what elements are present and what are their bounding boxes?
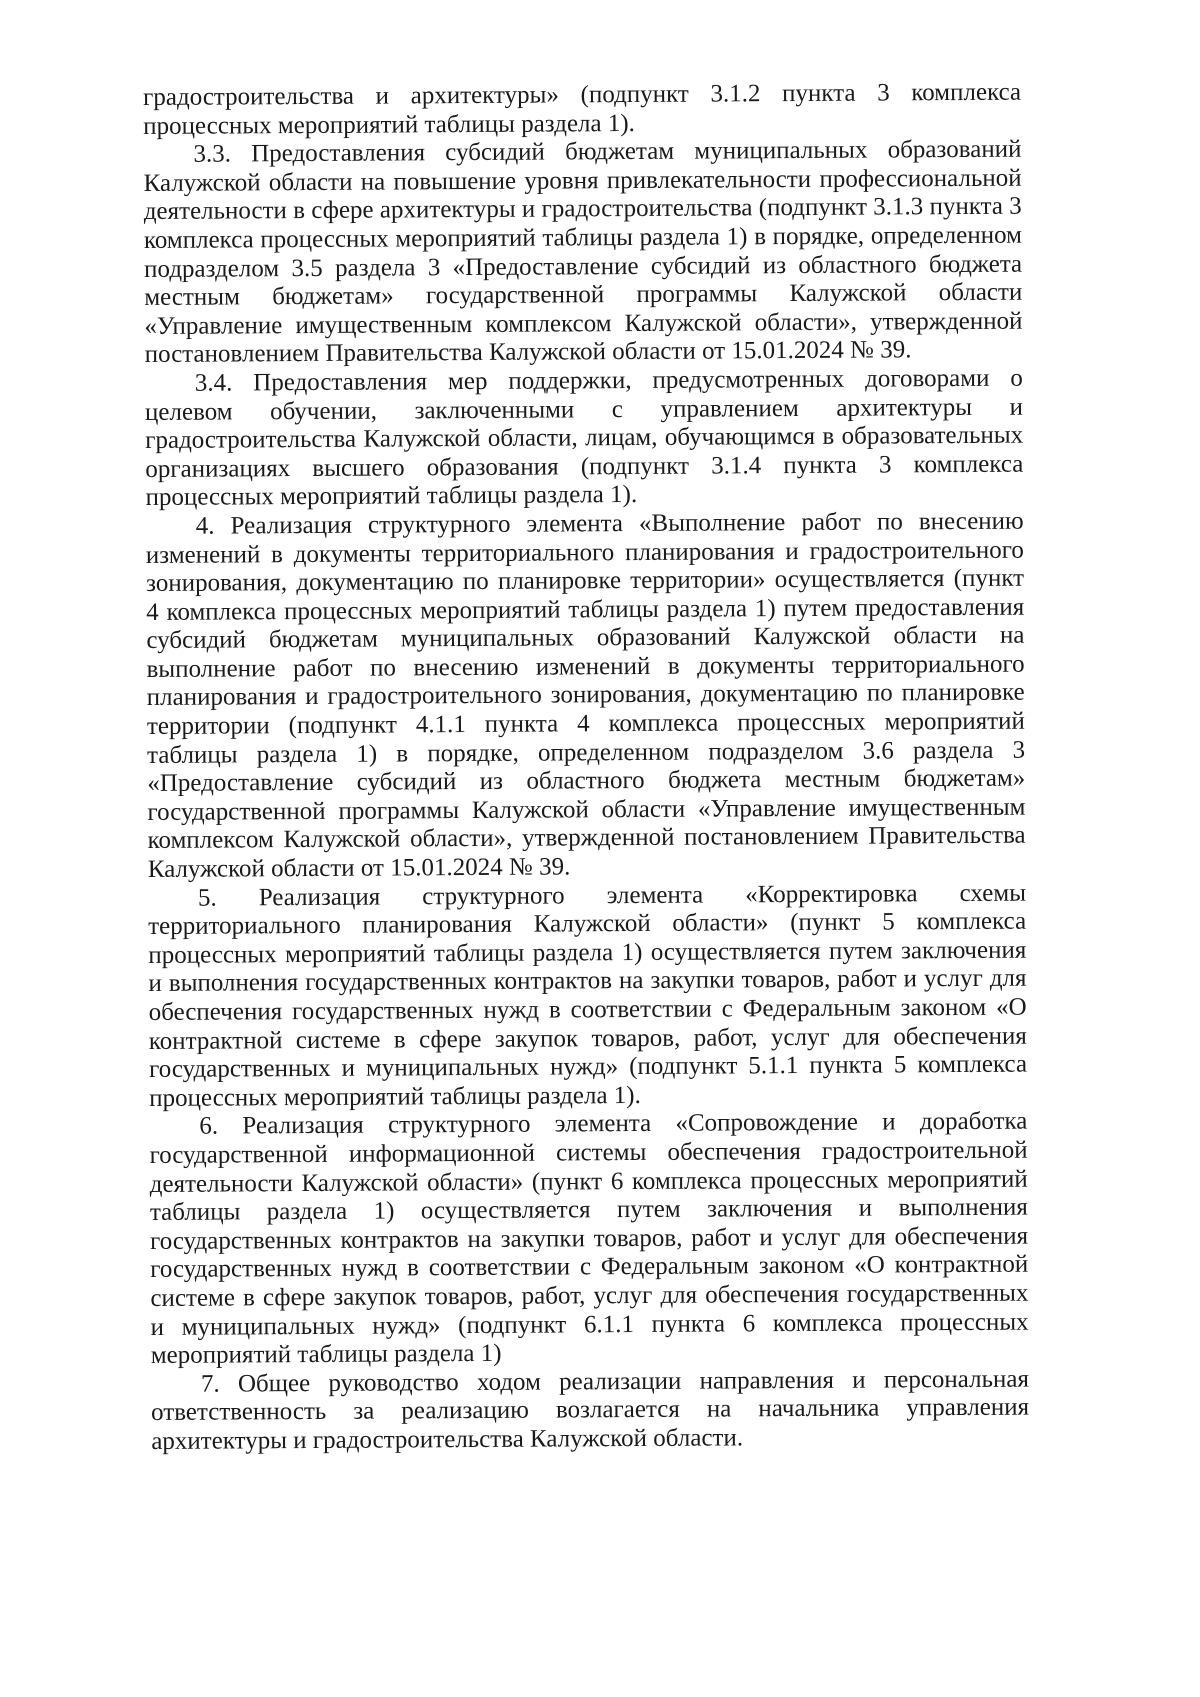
paragraph-3-4: 3.4. Предоставления мер поддержки, предусмотренных договорами о целевом обучении, заключенными с управлением архитектуры и градостроительства Калужской области, лицам, обучающимся в образовательных организациях высшего образования (подпункт 3.1.4 пункта 3 комплекса процессных мероприятий таблицы раздела 1). [144, 364, 1024, 512]
paragraph-4: 4. Реализация структурного элемента «Выполнение работ по внесению изменений в документы территориального планирования и градостроительного зонирования, документацию по планировке территории» осуществляется (пункт 4 комплекса процессных мероприятий таблицы раздела 1) путем предоставления субсидий бюджетам муниципальных образований Калужской области на выполнение работ по внесению изменений в документы территориального планирования и градостроительного зонирования, документацию по планировке территории (подпункт 4.1.1 пункта 4 комплекса процессных мероприятий таблицы раздела 1) в порядке, определенном подразделом 3.6 раздела 3 «Предоставление субсидий из областного бюджета местным бюджетам» государственной программы Калужской области «Управление имущественным комплексом Калужской области», утвержденной постановлением Правительства Калужской области от 15.01.2024 № 39. [145, 507, 1026, 884]
paragraph-continuation: градостроительства и архитектуры» (подпункт 3.1.2 пункта 3 комплекса процессных мероприятий таблицы раздела 1). [143, 78, 1022, 140]
paragraph-6: 6. Реализация структурного элемента «Сопровождение и доработка государственной информационной системы обеспечения градостроительной деятельности Калужской области» (пункт 6 комплекса процессных мероприятий таблицы раздела 1) осуществляется путем заключения и выполнения государственных контрактов на закупки товаров, работ и услуг для обеспечения государственных нужд в соответствии с Федеральным законом «О контрактной системе в сфере закупок товаров, работ, услуг для обеспечения государственных и муниципальных нужд» (подпункт 6.1.1 пункта 6 комплекса процессных мероприятий таблицы раздела 1) [149, 1107, 1029, 1370]
paragraph-3-3: 3.3. Предоставления субсидий бюджетам муниципальных образований Калужской области на повышение уровня привлекательности профессиональной деятельности в сфере архитектуры и градостроительства (подпункт 3.1.3 пункта 3 комплекса процессных мероприятий таблицы раздела 1) в порядке, определенном подразделом 3.5 раздела 3 «Предоставление субсидий из областного бюджета местным бюджетам» государственной программы Калужской области «Управление имущественным комплексом Калужской области», утвержденной постановлением Правительства Калужской области от 15.01.2024 № 39. [143, 135, 1023, 369]
paragraph-7: 7. Общее руководство ходом реализации направления и персональная ответственность за реализацию возлагается на начальника управления архитектуры и градостроительства Калужской области. [151, 1365, 1030, 1455]
paragraph-5: 5. Реализация структурного элемента «Корректировка схемы территориального планирования Калужской области» (пункт 5 комплекса процессных мероприятий таблицы раздела 1) осуществляется путем заключения и выполнения государственных контрактов на закупки товаров, работ и услуг для обеспечения государственных нужд в соответствии с Федеральным законом «О контрактной системе в сфере закупок товаров, работ, услуг для обеспечения государственных и муниципальных нужд» (подпункт 5.1.1 пункта 5 комплекса процессных мероприятий таблицы раздела 1). [148, 879, 1028, 1112]
document-page [143, 79, 1029, 1457]
